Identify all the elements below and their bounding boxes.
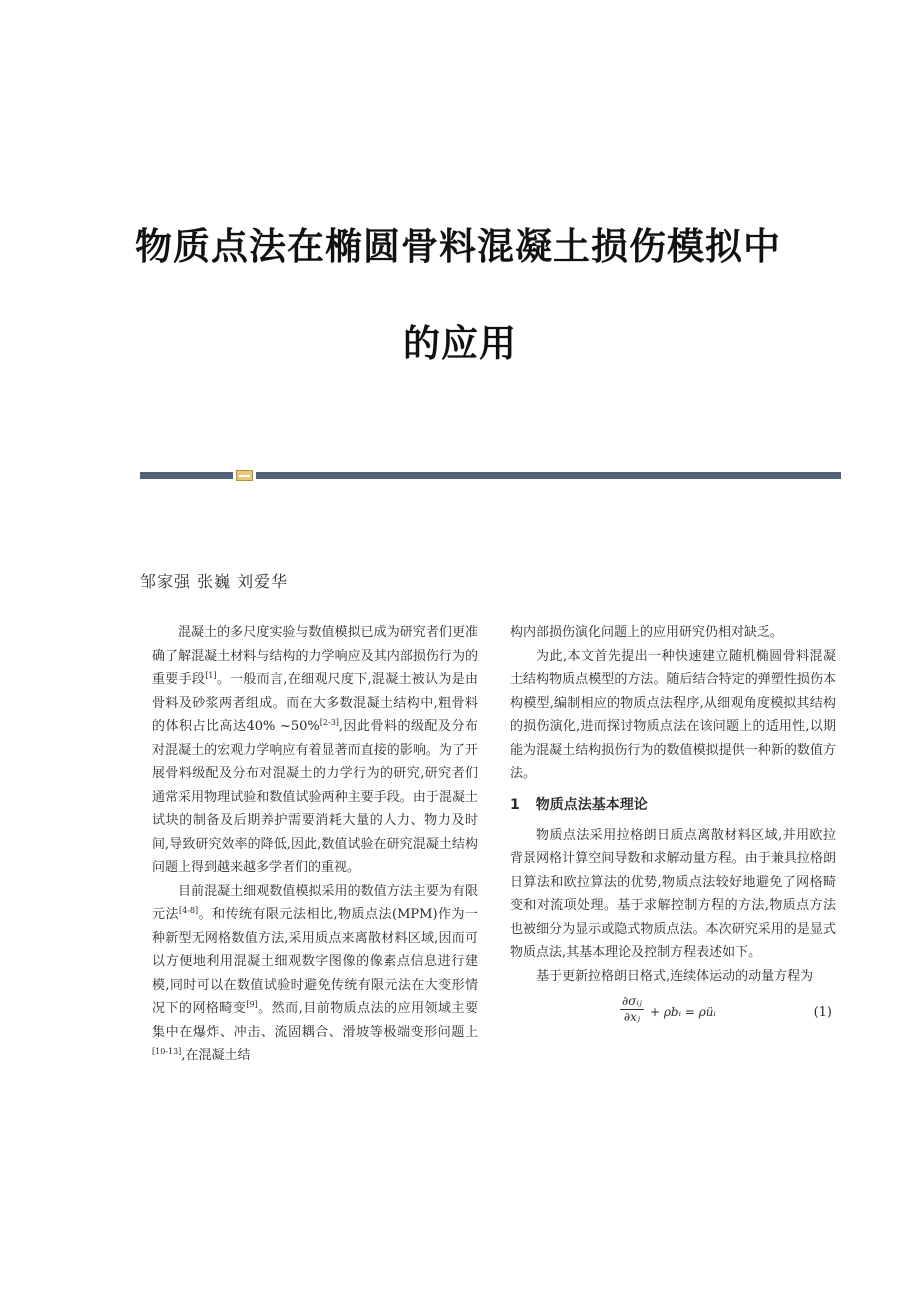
section-number: 1 [510, 796, 520, 813]
text-span: 。然而,目前物质点法的应用领域主要集中在爆炸、冲击、流固耦合、滑坡等极端变形问题上 [152, 1001, 478, 1040]
paragraph-theory-2: 基于更新拉格朗日格式,连续体运动的动量方程为 [536, 968, 814, 984]
divider-ornament-icon [236, 470, 253, 481]
title-line-2: 的应用 [403, 322, 517, 365]
text-span: 混凝土的多尺度实验与数值模拟已成为研究者们更准确了解混凝土材料与结构的力学响应及其内部损伤行为的重要手段 [152, 625, 478, 687]
paragraph-theory-1: 物质点法采用拉格朗日质点离散材料区域,并用欧拉背景网格计算空间导数和求解动量方程。由于兼具拉格朗日算法和欧拉算法的优势,物质点法较好地避免了网格畸变和对流项处理。基于求解控制方程的方法,物质点方法也被细分为显示或隐式物质点法。本次研究采用的是显式物质点法,其基本理论及控制方程表述如下。 [510, 827, 836, 960]
paragraph-intro-1 [152, 621, 478, 880]
left-column [152, 621, 478, 1068]
equation-numerator: ∂σᵢⱼ [622, 994, 642, 1008]
equation-rhs: + ρbᵢ = ρüᵢ [650, 1005, 716, 1019]
text-span: 。和传统有限元法相比,物质点法(MPM)作为一种新型无网格数值方法,采用质点来离散材料区域,因而可以方便地利用混凝土细观数字图像的像素点信息进行建模,同时可以在数值试验时避免传统有限元法在大变形情况下的网格畸变 [152, 907, 478, 1016]
divider-bar-left [140, 472, 233, 479]
text-span: 目前混凝土细观数值模拟采用的数值方法主要为有限元法 [152, 883, 478, 922]
citation: [2-3] [319, 718, 339, 727]
citation: [9] [246, 1000, 258, 1009]
text-span: ,在混凝土结 [181, 1048, 251, 1063]
equation-fraction [620, 994, 644, 1025]
paragraph-intro-2 [152, 880, 478, 1068]
text-span: 。一般而言,在细观尺度下,混凝土被认为是由骨料及砂浆两者组成。而在大多数混凝土结构中,粗骨料的体积占比高达40% ~50% [152, 672, 478, 734]
title-divider [140, 470, 841, 482]
equation-1 [510, 994, 836, 1038]
paragraph-continued: 构内部损伤演化问题上的应用研究仍相对缺乏。 [510, 625, 784, 640]
equation-number: (1) [813, 1005, 832, 1020]
title-line-1: 物质点法在椭圆骨料混凝土损伤模拟中 [135, 225, 781, 268]
citation: [4-8] [178, 906, 199, 915]
divider-bar-right [256, 472, 841, 479]
citation: [1] [205, 671, 217, 680]
equation-denominator: ∂xⱼ [623, 1010, 641, 1024]
citation: [10-13] [152, 1047, 182, 1056]
authors: 邹家强 张巍 刘爱华 [140, 572, 289, 591]
right-column [510, 621, 836, 1038]
text-span: ,因此骨料的级配及分布对混凝土的宏观力学响应有着显著而直接的影响。为了开展骨料级配及分布对混凝土的力学行为的研究,研究者们通常采用物理试验和数值试验两种主要手段。由于混凝土试块的制备及后期养护需要消耗大量的人力、物力及时间,导致研究效率的降低,因此,数值试验在研究混凝土结构问题上得到越来越多学者们的重视。 [152, 719, 478, 875]
paragraph-intro-3: 为此,本文首先提出一种快速建立随机椭圆骨料混凝土结构物质点模型的方法。随后结合特定的弹塑性损伤本构模型,编制相应的物质点法程序,从细观角度模拟其结构的损伤演化,进而探讨物质点法在该问题上的适用性,以期能为混凝土结构损伤行为的数值模拟提供一种新的数值方法。 [510, 648, 836, 781]
section-heading-1 [510, 793, 836, 817]
section-title: 物质点法基本理论 [535, 796, 648, 813]
